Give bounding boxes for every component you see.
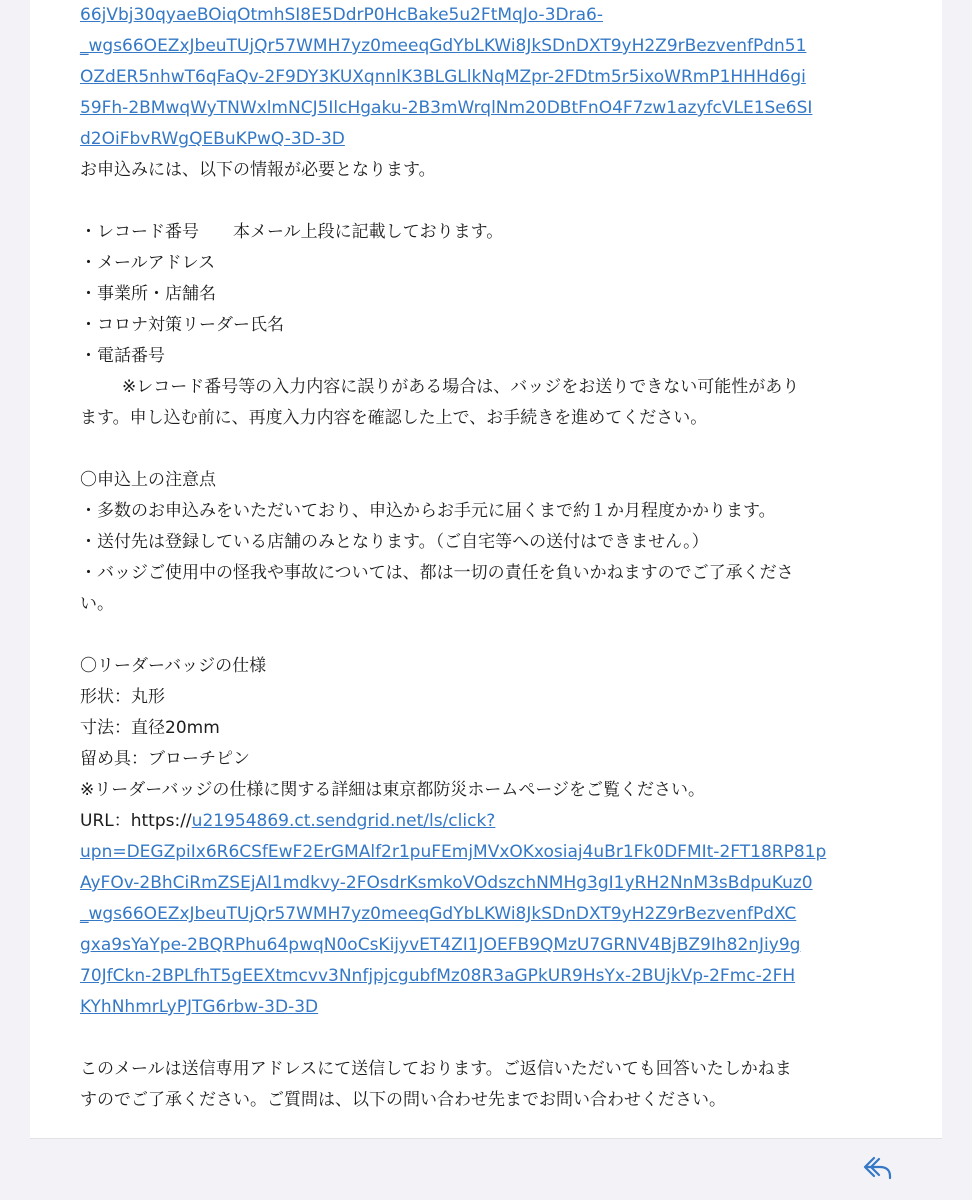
blank-line — [80, 1023, 895, 1054]
spec-heading: 〇リーダーバッジの仕様 — [80, 656, 267, 676]
link-line[interactable]: OZdER5nhwT6qFaQv-2F9DY3KUXqnnlK3BLGLlkNqMZpr-2FDtm5r5ixoWRmP1HHHd6gi — [80, 67, 806, 87]
caution-item: ・送付先は登録している店舗のみとなります。（ご自宅等への送付はできません。） — [80, 532, 709, 552]
link-line[interactable]: 70JfCkn-2BPLfhT5gEEXtmcvv3NnfjpjcgubfMz08R3aGPkUR9HsYx-2BUjkVp-2Fmc-2FH — [80, 966, 796, 986]
top-tracking-link[interactable] — [80, 0, 895, 155]
link-line[interactable]: _wgs66OEZxJbeuTUjQr57WMH7yz0meeqGdYbLKWi8JkSDnDXT9yH2Z9rBezvenfPdXC — [80, 904, 797, 924]
caution-item-cont: い。 — [80, 594, 114, 614]
blank-line — [80, 434, 895, 465]
link-line[interactable]: _wgs66OEZxJbeuTUjQr57WMH7yz0meeqGdYbLKWi8JkSDnDXT9yH2Z9rBezvenfPdn51 — [80, 36, 807, 56]
spec-item: 留め具：ブローチピン — [80, 749, 250, 769]
url-prefix: URL：https:// — [80, 811, 192, 831]
caution-heading: 〇申込上の注意点 — [80, 470, 216, 490]
caution-item: ・多数のお申込みをいただいており、申込からお手元に届くまで約１か月程度かかります。 — [80, 501, 776, 521]
required-item: ・コロナ対策リーダー氏名 — [80, 315, 284, 335]
footer-text: このメールは送信専用アドレスにて送信しております。ご返信いただいても回答いたしかねま — [80, 1059, 792, 1079]
link-line[interactable]: AyFOv-2BhCiRmZSEjAl1mdkvy-2FOsdrKsmkoVOdszchNMHg3gI1yRH2NnM3sBdpuKuz0 — [80, 873, 813, 893]
link-line[interactable]: 66jVbj30qyaeBOiqOtmhSI8E5DdrP0HcBake5u2FtMqJo-3Dra6- — [80, 5, 603, 25]
spec-url-continuation[interactable] — [80, 837, 895, 1023]
bottom-toolbar — [30, 1139, 942, 1200]
footer-text-cont: すのでご了承ください。ご質問は、以下の問い合わせ先までお問い合わせください。 — [80, 1090, 726, 1110]
reply-button[interactable] — [862, 1153, 894, 1183]
spec-item: 形状：丸形 — [80, 687, 165, 707]
link-line[interactable]: gxa9sYaYpe-2BQRPhu64pwqN0oCsKijyvET4ZI1JOEFB9QMzU7GRNV4BjBZ9Ih82nJiy9g — [80, 935, 801, 955]
link-line[interactable]: d2OiFbvRWgQEBuKPwQ-3D-3D — [80, 129, 345, 149]
spec-item: 寸法：直径20mm — [80, 718, 220, 738]
link-line[interactable]: upn=DEGZpiIx6R6CSfEwF2ErGMAlf2r1puFEmjMVxOKxosiaj4uBr1Fk0DFMIt-2FT18RP81p — [80, 842, 827, 862]
required-item: ・メールアドレス — [80, 253, 216, 273]
email-content — [80, 0, 895, 1116]
email-body-card — [30, 0, 942, 1139]
blank-line — [80, 620, 895, 651]
reply-arrow-icon — [862, 1153, 894, 1183]
required-item: ・事業所・店舗名 — [80, 284, 216, 304]
blank-line — [80, 186, 895, 217]
intro-text: お申込みには、以下の情報が必要となります。 — [80, 160, 436, 180]
link-line[interactable]: KYhNhmrLyPJTG6rbw-3D-3D — [80, 997, 319, 1017]
url-line — [80, 806, 895, 837]
spec-item: ※リーダーバッジの仕様に関する詳細は東京都防災ホームページをご覧ください。 — [80, 780, 706, 800]
input-note: ※レコード番号等の入力内容に誤りがある場合は、バッジをお送りできない可能性があり — [122, 377, 800, 397]
link-line[interactable]: 59Fh-2BMwqWyTNWxlmNCJ5IlcHgaku-2B3mWrqlNm20DBtFnO4F7zw1azyfcVLE1Se6SI — [80, 98, 813, 118]
spec-url-link[interactable]: u21954869.ct.sendgrid.net/ls/click? — [191, 811, 496, 831]
required-item: ・レコード番号 本メール上段に記載しております。 — [80, 222, 504, 242]
caution-item: ・バッジご使用中の怪我や事故については、都は一切の責任を負いかねますのでご了承くださ — [80, 563, 794, 583]
input-note-cont: ます。申し込む前に、再度入力内容を確認した上で、お手続きを進めてください。 — [80, 408, 708, 428]
required-item: ・電話番号 — [80, 346, 165, 366]
